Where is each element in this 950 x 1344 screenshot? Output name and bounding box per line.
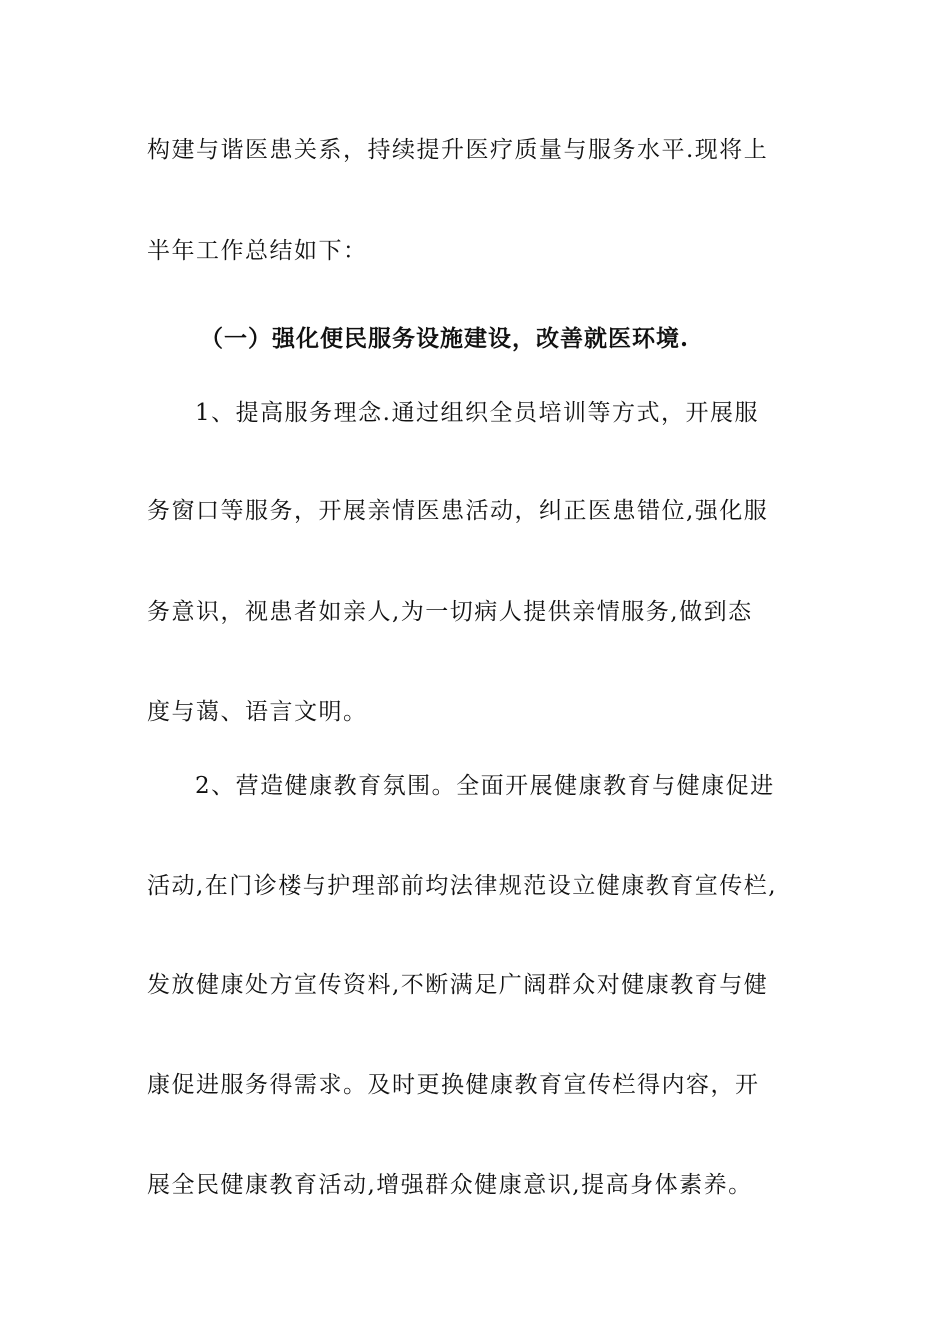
body-text-line: 度与蔼、语言文明。 [147,699,368,725]
body-text-line: 展全民健康教育活动,增强群众健康意识,提高身体素养。 [147,1172,753,1198]
body-text-line: 务意识，视患者如亲人,为一切病人提供亲情服务,做到态 [147,599,753,625]
body-text-line: 康促进服务得需求。及时更换健康教育宣传栏得内容，开 [147,1072,760,1098]
paragraph-first-line: 1、提高服务理念.通过组织全员培训等方式，开展服 [195,400,759,426]
body-text-line: 活动,在门诊楼与护理部前均法律规范设立健康教育宣传栏, [147,873,778,899]
paragraph-first-line: 2、营造健康教育氛围。全面开展健康教育与健康促进 [195,773,775,799]
body-text-line: 构建与谐医患关系，持续提升医疗质量与服务水平.现将上 [147,137,769,163]
body-text-line: 发放健康处方宣传资料,不断满足广阔群众对健康教育与健 [147,972,769,998]
body-text-line: 务窗口等服务，开展亲情医患活动，纠正医患错位,强化服 [147,498,769,524]
body-text-line: 半年工作总结如下： [147,238,368,264]
section-heading: （一）强化便民服务设施建设，改善就医环境. [200,325,690,352]
